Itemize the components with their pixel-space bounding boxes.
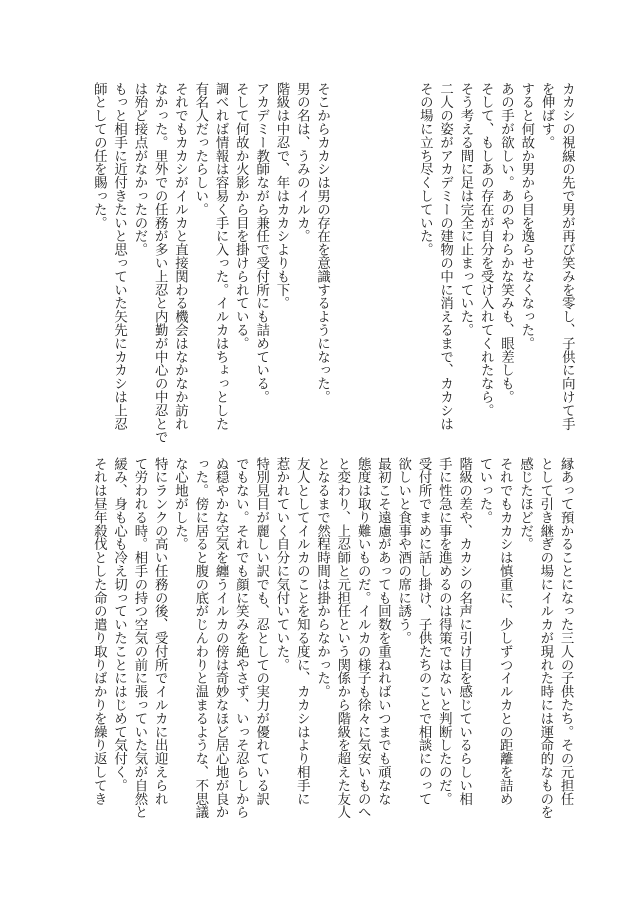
text-line: 受付所でまめに話し掛け、子供たちのことで相談にのって — [416, 457, 432, 806]
text-line: として引き継ぎの場にイルカが現れた時には運命的なものを — [537, 457, 553, 819]
paragraph-top-right — [414, 82, 576, 442]
text-line: 最初こそ遠慮があっても回数を重ねればいつまでも頑なな — [375, 457, 391, 806]
text-line: は殆ど接点がなかったのだ。 — [131, 82, 147, 257]
text-line: でもない。それでも顔に笑みを絶やさず、いっそ忍らしから — [233, 457, 249, 819]
text-line: ていった。 — [476, 457, 492, 524]
text-line: その場に立ち尽くしていた。 — [417, 82, 433, 257]
text-line: 友人としてイルカのことを知る度に、カカシはより相手に — [294, 457, 310, 806]
text-line: な心地がした。 — [172, 457, 188, 551]
text-line: それでもカカシは慎重に、少しずつイルカとの距離を詰め — [497, 457, 513, 806]
text-line: 手に性急に事を進めるのは得策ではないと判断したのだ。 — [436, 457, 452, 806]
text-line: 態度は取り難いものだ。イルカの様子も徐々に気安いものへ — [355, 457, 371, 819]
text-line: 二人の姿がアカデミーの建物の中に消えるまで、カカシは — [437, 82, 453, 431]
text-line: となるまで然程時間は掛からなかった。 — [314, 457, 330, 699]
text-line: 男の名は、うみのイルカ。 — [294, 82, 310, 243]
text-line: それでもカカシがイルカと直接関わる機会はなかなか訪れ — [172, 82, 188, 431]
text-line: もっと相手に近付きたいと思っていた矢先にカカシは上忍 — [111, 82, 127, 431]
text-line: 調べれば情報は容易く手に入った。イルカはちょっとした — [213, 82, 229, 431]
text-line: 縁あって預かることになった三人の子供たち。その元担任 — [558, 457, 574, 806]
text-line: 欲しいと食事や酒の席に誘う。 — [395, 457, 411, 645]
paragraph-top-middle — [88, 82, 332, 442]
text-line: 有名人だったらしい。 — [192, 82, 208, 216]
text-line: て労われる時。相手の持つ空気の前に張っていた気が自然と — [131, 457, 147, 819]
text-line: 特にランクの高い任務の後、受付所でイルカに出迎えられ — [152, 457, 168, 806]
text-line: カカシの視線の先で男が再び笑みを零し、子供に向けて手 — [559, 82, 575, 431]
text-line: それは昼年殺伐とした命の遣り取りばかりを繰り返してき — [91, 457, 107, 806]
text-line: アカデミー教師ながら兼任で受付所にも詰めている。 — [253, 82, 269, 404]
text-line: そう考える間に足は完全に止まっていた。 — [457, 82, 473, 337]
text-line: 階級の差や、カカシの名声に引け目を感じているらしい相 — [456, 457, 472, 806]
text-line: なかった。里外での任務が多い上忍と内勤が中心の中忍とで — [152, 82, 168, 444]
text-line: 感じたほどだ。 — [517, 457, 533, 551]
text-line: 惹かれていく自分に気付いていた。 — [273, 457, 289, 672]
paragraph-bottom — [88, 457, 575, 817]
text-line: 緩み、身も心も冷え切っていたことにはじめて気付く。 — [111, 457, 127, 792]
text-line: そして何故か火影から目を掛けられている。 — [233, 82, 249, 350]
text-line: った。傍に居ると腹の底がじんわりと温まるような、不思議 — [192, 457, 208, 819]
text-line: 師としての任を賜った。 — [91, 82, 107, 230]
text-line: そして、もしあの存在が自分を受け入れてくれたなら。 — [478, 82, 494, 417]
text-line: を伸ばす。 — [539, 82, 555, 149]
text-line: そこからカカシは男の存在を意識するようになった。 — [314, 82, 330, 404]
text-line: すると何故か男から目を逸らせなくなった。 — [518, 82, 534, 350]
text-line: 階級は中忍で、年はカカシよりも下。 — [273, 82, 289, 310]
text-line: ぬ穏やかな空気を纏うイルカの傍は奇妙なほど居心地が良か — [213, 457, 229, 819]
text-line: 特別見目が麗しい訳でも、忍としての実力が優れている訳 — [253, 457, 269, 806]
text-line: と変わり、上忍師と元担任という関係から階級を超えた友人 — [334, 457, 350, 819]
text-line: あの手が欲しい。あのやわらかな笑みも、眼差しも。 — [498, 82, 514, 404]
